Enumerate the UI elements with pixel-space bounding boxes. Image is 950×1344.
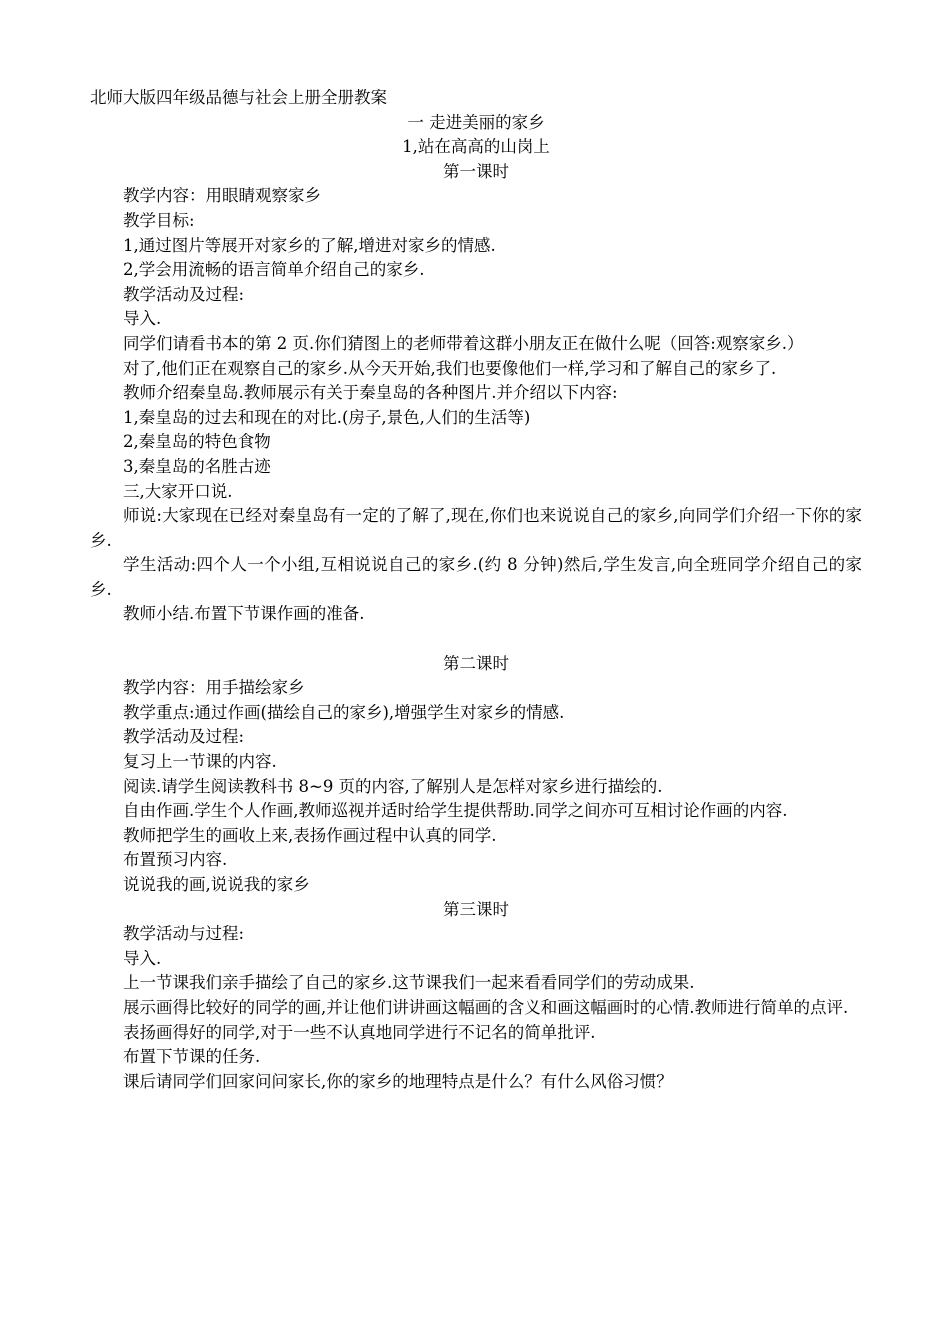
period1-line: 3,秦皇岛的名胜古迹 [123, 456, 271, 476]
period1-line: 教师小结.布置下节课作画的准备. [123, 604, 365, 624]
period2-line: 教学重点:通过作画(描绘自己的家乡),增强学生对家乡的情感. [123, 702, 565, 722]
period2-line: 教学活动及过程: [123, 727, 245, 747]
period3-paragraph: 展示画得比较好的同学的画,并让他们讲讲画这幅画的含义和画这幅画时的心情.教师进行简单的点评. [123, 997, 849, 1017]
period1-line: 教学活动及过程: [123, 284, 245, 304]
period3-line: 课后请同学们回家问问家长,你的家乡的地理特点是什么？有什么风俗习惯？ [123, 1071, 673, 1091]
period1-line: 2,学会用流畅的语言简单介绍自己的家乡. [123, 260, 425, 280]
period1-line: 教学内容：用眼睛观察家乡 [123, 186, 321, 206]
period3-line: 导入. [123, 948, 162, 968]
period2-line: 布置预习内容. [123, 850, 228, 870]
period1-paragraph: 学生活动:四个人一个小组,互相说说自己的家乡.(约 8 分钟)然后,学生发言,向全班同学介绍自己的家乡. [90, 555, 862, 599]
period2-line: 教师把学生的画收上来,表扬作画过程中认真的同学. [123, 825, 497, 845]
period1-heading: 第一课时 [443, 161, 509, 181]
period2-line: 阅读.请学生阅读教科书 8~9 页的内容,了解别人是怎样对家乡进行描绘的. [123, 776, 663, 796]
document-page [90, 86, 862, 1094]
lesson-title: 1,站在高高的山岗上 [402, 137, 550, 157]
period3-heading: 第三课时 [443, 899, 509, 919]
period1-line: 导入. [123, 309, 162, 329]
unit-title: 一 走进美丽的家乡 [407, 112, 545, 132]
period3-line: 上一节课我们亲手描绘了自己的家乡.这节课我们一起来看看同学们的劳动成果. [123, 973, 695, 993]
period2-line: 复习上一节课的内容. [123, 752, 277, 772]
period1-line: 教师介绍秦皇岛.教师展示有关于秦皇岛的各种图片.并介绍以下内容: [123, 383, 618, 403]
period3-line: 表扬画得好的同学,对于一些不认真地同学进行不记名的简单批评. [123, 1022, 596, 1042]
period3-line: 布置下节课的任务. [123, 1047, 261, 1067]
period2-paragraph: 自由作画.学生个人作画,教师巡视并适时给学生提供帮助.同学之间亦可互相讨论作画的内容. [123, 801, 788, 821]
period1-line: 2,秦皇岛的特色食物 [123, 432, 271, 452]
period1-paragraph: 师说:大家现在已经对秦皇岛有一定的了解了,现在,你们也来说说自己的家乡,向同学们介绍一下你的家乡. [90, 506, 862, 550]
period1-paragraph: 同学们请看书本的第 2 页.你们猜图上的老师带着这群小朋友正在做什么呢（回答:观察家乡.） [123, 333, 804, 353]
period2-line: 教学内容：用手描绘家乡 [123, 678, 305, 698]
period1-line: 1,通过图片等展开对家乡的了解,增进对家乡的情感. [123, 235, 496, 255]
blank-line [90, 627, 862, 652]
period3-line: 教学活动与过程: [123, 924, 245, 944]
period2-heading: 第二课时 [443, 653, 509, 673]
document-title: 北师大版四年级品德与社会上册全册教案 [90, 88, 387, 107]
period1-line: 1,秦皇岛的过去和现在的对比.(房子,景色,人们的生活等) [123, 407, 531, 427]
period1-line: 三,大家开口说. [123, 481, 233, 501]
period1-line: 教学目标: [123, 210, 195, 230]
period2-line: 说说我的画,说说我的家乡 [123, 875, 310, 894]
period1-paragraph: 对了,他们正在观察自己的家乡.从今天开始,我们也要像他们一样,学习和了解自己的家乡了. [123, 358, 777, 378]
